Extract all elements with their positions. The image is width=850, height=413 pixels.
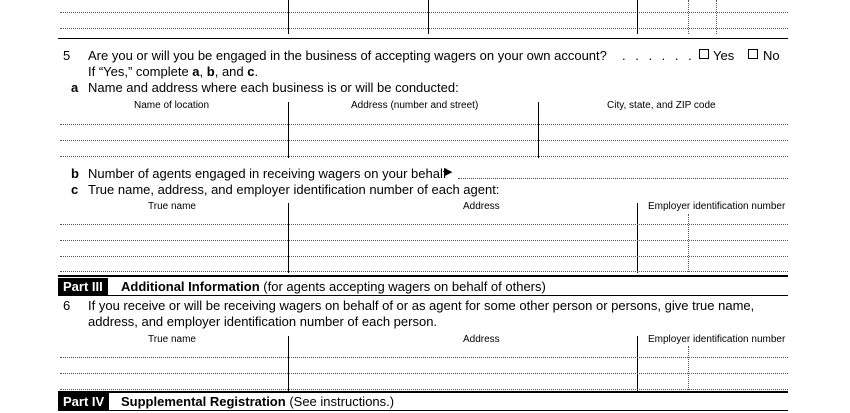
- q5-yes-checkbox[interactable]: [699, 49, 709, 59]
- q5a-letter: a: [71, 80, 79, 95]
- agents-count-field[interactable]: [458, 178, 788, 179]
- column-divider: [637, 0, 638, 34]
- ein-separator: [716, 0, 717, 34]
- section-rule: [58, 38, 788, 39]
- part3-title-text: Additional Information: [121, 279, 260, 294]
- top-row-line[interactable]: [60, 12, 788, 13]
- q5-instruction: [88, 64, 258, 79]
- q5b-letter: b: [71, 166, 79, 181]
- q5a-text: Name and address where each business is or will be conducted:: [88, 80, 459, 95]
- q5-instruction-and: , and: [214, 64, 248, 79]
- col-name-of-location: Name of location: [134, 100, 210, 111]
- location-row-line[interactable]: [60, 156, 788, 157]
- col-true-name: True name: [148, 201, 196, 212]
- q5-instruction-sep: ,: [199, 64, 207, 79]
- column-divider: [428, 0, 429, 34]
- q5-no-checkbox[interactable]: [748, 49, 758, 59]
- part4-title-text: Supplemental Registration: [121, 394, 286, 409]
- column-divider: [288, 102, 289, 158]
- part4-subtitle: (See instructions.): [289, 394, 395, 409]
- person-row-line[interactable]: [60, 373, 788, 374]
- arrow-icon: ▶: [444, 166, 453, 178]
- part4-label: Part IV: [58, 393, 109, 411]
- col-address-street: Address (number and street): [351, 100, 479, 111]
- column-divider: [637, 203, 638, 273]
- q5-instruction-end: .: [254, 64, 259, 79]
- part3-title: [121, 279, 546, 295]
- column-divider: [637, 336, 638, 391]
- location-row-line[interactable]: [60, 124, 788, 125]
- q5-instruction-text: If “Yes,” complete: [88, 64, 193, 79]
- column-divider: [288, 203, 289, 273]
- q5-question: Are you or will you be engaged in the business of accepting wagers on your own account?: [88, 48, 607, 63]
- agent-row-line[interactable]: [60, 271, 788, 272]
- q6-line2: address, and employer identification number of each person.: [88, 314, 438, 329]
- agent-row-line[interactable]: [60, 240, 788, 241]
- part3-label: Part III: [58, 278, 108, 296]
- top-row-line[interactable]: [60, 28, 788, 29]
- person-row-line[interactable]: [60, 389, 788, 390]
- ein-separator: [688, 0, 689, 34]
- ein-separator: [688, 214, 689, 272]
- part3-header: [58, 277, 788, 297]
- column-divider: [538, 102, 539, 158]
- col-address: Address: [463, 334, 500, 345]
- column-divider: [288, 336, 289, 391]
- q5c-letter: c: [71, 182, 79, 197]
- col-city-state-zip: City, state, and ZIP code: [607, 100, 716, 111]
- q5b-text: Number of agents engaged in receiving wagers on your behalf: [88, 166, 447, 181]
- q5-instruction-c: c: [247, 64, 255, 79]
- q5c-text: True name, address, and employer identification number of each agent:: [88, 182, 500, 197]
- part3-underline: [58, 295, 788, 296]
- part4-underline: [58, 410, 788, 411]
- col-ein: Employer identification number: [648, 201, 786, 212]
- agent-row-line[interactable]: [60, 256, 788, 257]
- col-address: Address: [463, 201, 500, 212]
- q6-number: 6: [63, 298, 71, 313]
- q5-yes-label: Yes: [713, 48, 735, 63]
- part4-title: [121, 394, 394, 410]
- q5-instruction-b: b: [206, 64, 215, 79]
- column-divider: [288, 0, 289, 34]
- q5-number: 5: [63, 48, 71, 63]
- q6-line1: If you receive or will be receiving wagers on behalf of or as agent for some other person or persons, give true name,: [88, 298, 755, 313]
- part3-subtitle: (for agents accepting wagers on behalf of others): [263, 279, 546, 294]
- person-row-line[interactable]: [60, 357, 788, 358]
- q5-no-label: No: [763, 48, 780, 63]
- agent-row-line[interactable]: [60, 224, 788, 225]
- q5-instruction-a: a: [192, 64, 200, 79]
- q5-leaders: . . . . . .: [622, 48, 695, 63]
- col-true-name: True name: [148, 334, 196, 345]
- ein-separator: [688, 346, 689, 390]
- col-ein: Employer identification number: [648, 334, 786, 345]
- location-row-line[interactable]: [60, 140, 788, 141]
